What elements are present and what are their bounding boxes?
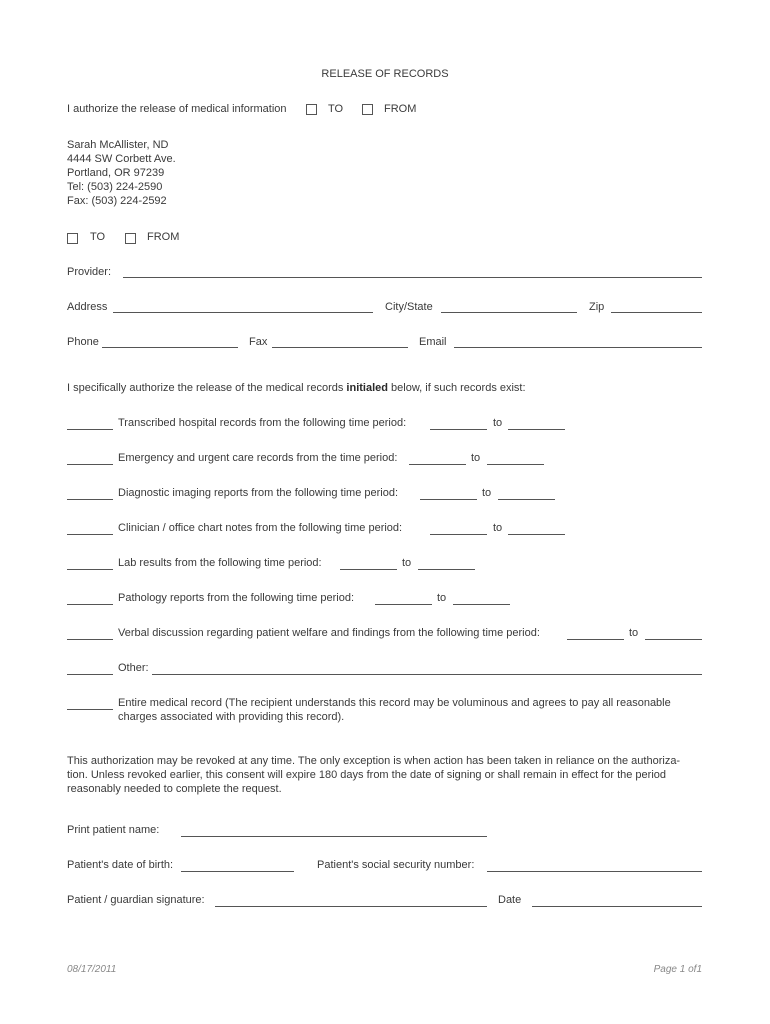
zip-field[interactable] — [611, 312, 702, 313]
other-field[interactable] — [152, 674, 702, 675]
record-label: Transcribed hospital records from the following time period: — [118, 417, 407, 429]
provider-from-label: FROM — [147, 231, 180, 243]
provider-to-checkbox[interactable] — [67, 233, 78, 244]
period-end-field[interactable] — [418, 569, 475, 570]
period-start-field[interactable] — [567, 639, 624, 640]
period-end-field[interactable] — [645, 639, 702, 640]
provider-to-label: TO — [90, 231, 106, 243]
intro-before: I specifically authorize the release of the medical records — [67, 382, 347, 394]
phone-label: Phone — [67, 336, 99, 348]
period-to-label: to — [493, 417, 503, 429]
period-to-label: to — [629, 627, 639, 639]
period-start-field[interactable] — [420, 499, 477, 500]
period-start-field[interactable] — [340, 569, 397, 570]
initial-field[interactable] — [67, 674, 113, 675]
initial-field[interactable] — [67, 499, 113, 500]
dob-field[interactable] — [181, 871, 294, 872]
period-to-label: to — [471, 452, 481, 464]
footer-page: Page 1 of1 — [653, 964, 702, 975]
zip-label: Zip — [589, 301, 605, 313]
authorize-from-checkbox[interactable] — [362, 104, 373, 115]
clinician-tel: Tel: (503) 224-2590 — [67, 181, 163, 193]
initial-field[interactable] — [67, 569, 113, 570]
clinician-name: Sarah McAllister, ND — [67, 139, 169, 151]
record-label: Verbal discussion regarding patient welfare and findings from the following time period: — [118, 627, 540, 639]
record-label: Pathology reports from the following time period: — [118, 592, 355, 604]
clinician-street: 4444 SW Corbett Ave. — [67, 153, 176, 165]
initial-field[interactable] — [67, 639, 113, 640]
entire-record-text: Entire medical record (The recipient understands this record may be voluminous and agrees to pay all reasonable charges associated with providing this record). — [118, 697, 671, 723]
record-label: Clinician / office chart notes from the following time period: — [118, 522, 403, 534]
period-start-field[interactable] — [430, 534, 487, 535]
intro-after: below, if such records exist: — [387, 382, 526, 394]
period-end-field[interactable] — [508, 429, 565, 430]
records-intro — [67, 382, 526, 394]
initial-field[interactable] — [67, 709, 113, 710]
date-label: Date — [498, 894, 522, 906]
fax-label: Fax — [249, 336, 268, 348]
provider-field[interactable] — [123, 277, 702, 278]
initial-field[interactable] — [67, 534, 113, 535]
clinician-address — [67, 138, 176, 208]
period-start-field[interactable] — [409, 464, 466, 465]
document-title: RELEASE OF RECORDS — [321, 68, 449, 80]
authorize-from-label: FROM — [384, 103, 417, 115]
clinician-city: Portland, OR 97239 — [67, 167, 165, 179]
print-name-label: Print patient name: — [67, 824, 160, 836]
provider-label: Provider: — [67, 266, 112, 278]
authorize-to-checkbox[interactable] — [306, 104, 317, 115]
period-to-label: to — [402, 557, 412, 569]
ssn-label: Patient's social security number: — [317, 859, 475, 871]
print-name-field[interactable] — [181, 836, 487, 837]
other-label: Other: — [118, 662, 149, 674]
email-label: Email — [419, 336, 447, 348]
phone-field[interactable] — [102, 347, 238, 348]
signature-label: Patient / guardian signature: — [67, 894, 205, 906]
period-to-label: to — [493, 522, 503, 534]
initial-field[interactable] — [67, 464, 113, 465]
period-to-label: to — [437, 592, 447, 604]
city-state-field[interactable] — [441, 312, 577, 313]
record-label: Emergency and urgent care records from the time period: — [118, 452, 398, 464]
period-to-label: to — [482, 487, 492, 499]
provider-from-checkbox[interactable] — [125, 233, 136, 244]
fax-field[interactable] — [272, 347, 408, 348]
date-field[interactable] — [532, 906, 702, 907]
period-end-field[interactable] — [498, 499, 555, 500]
email-field[interactable] — [454, 347, 702, 348]
footer-date: 08/17/2011 — [67, 964, 117, 975]
dob-label: Patient's date of birth: — [67, 859, 174, 871]
authorize-to-label: TO — [328, 103, 344, 115]
address-label: Address — [67, 301, 108, 313]
period-end-field[interactable] — [508, 534, 565, 535]
initial-field[interactable] — [67, 429, 113, 430]
clinician-fax: Fax: (503) 224-2592 — [67, 195, 167, 207]
signature-field[interactable] — [215, 906, 487, 907]
period-start-field[interactable] — [375, 604, 432, 605]
period-end-field[interactable] — [453, 604, 510, 605]
address-field[interactable] — [113, 312, 373, 313]
revocation-text: This authorization may be revoked at any time. The only exception is when action has been taken in reliance on the authoriza- tion. Unless revoked earlier, this consent will expire 180 days from the date of signing or shall remain in effect for the period reasonably needed to complete the request. — [67, 755, 681, 795]
ssn-field[interactable] — [487, 871, 702, 872]
record-label: Lab results from the following time period: — [118, 557, 322, 569]
record-label: Diagnostic imaging reports from the following time period: — [118, 487, 399, 499]
city-state-label: City/State — [385, 301, 433, 313]
period-start-field[interactable] — [430, 429, 487, 430]
intro-bold: initialed — [346, 382, 388, 394]
initial-field[interactable] — [67, 604, 113, 605]
authorize-text: I authorize the release of medical information — [67, 103, 287, 115]
period-end-field[interactable] — [487, 464, 544, 465]
